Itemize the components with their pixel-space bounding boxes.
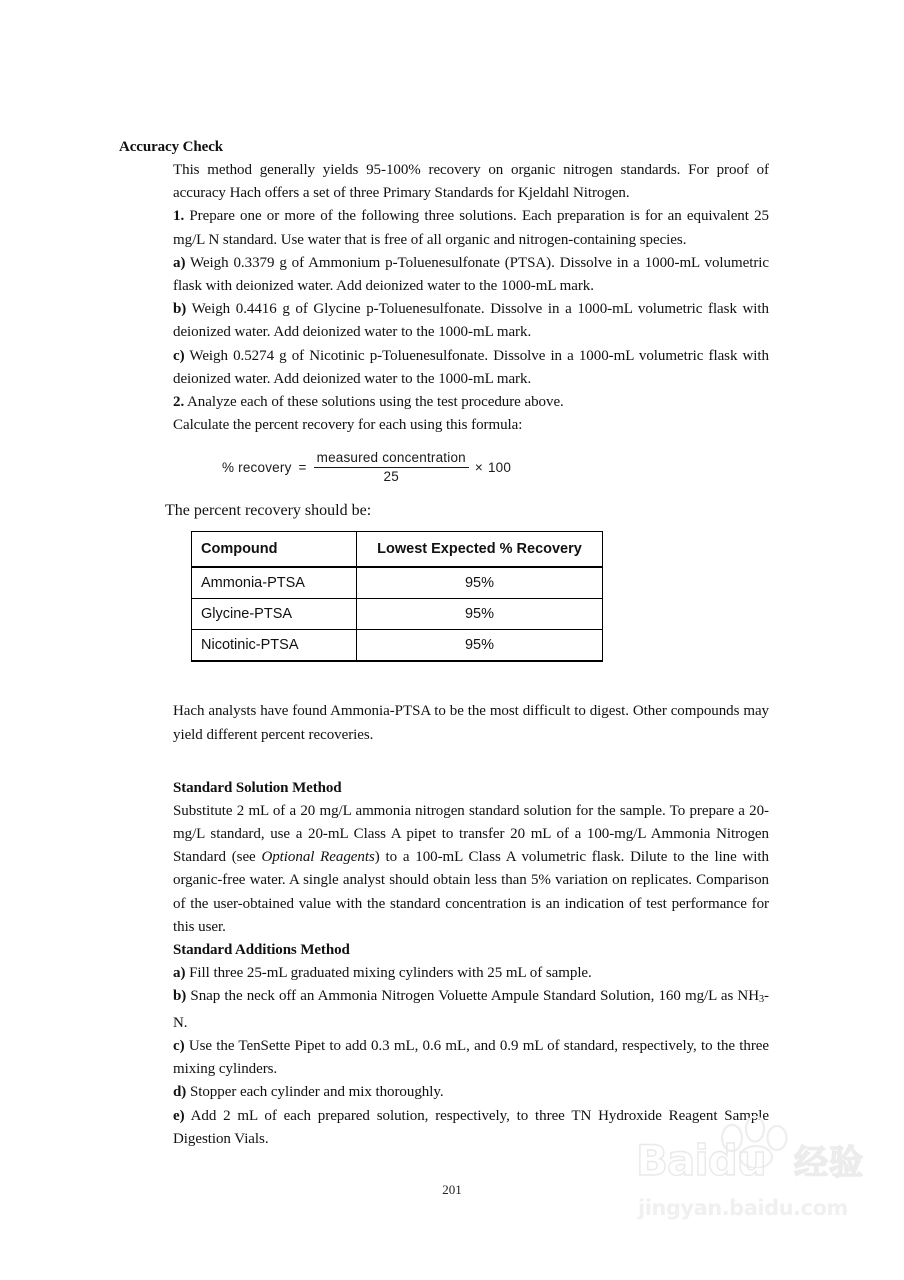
formula-factor: 100	[487, 459, 512, 475]
spacer-before-standard-solution	[119, 747, 769, 777]
table-header-row	[192, 532, 603, 568]
additions-item-a-marker: a)	[173, 965, 186, 982]
additions-item-e-text: Add 2 mL of each prepared solution, respectively, to three TN Hydroxide Reagent Sample Digestion Vials.	[173, 1107, 769, 1147]
additions-item-d-marker: d)	[173, 1084, 187, 1101]
paragraph-accuracy-intro: This method generally yields 95-100% recovery on organic nitrogen standards. For proof of accuracy Hach offers a set of three Primary Standards for Kjeldahl Nitrogen.	[173, 162, 769, 202]
formula-equals: =	[298, 459, 307, 475]
recovery-table	[191, 531, 603, 662]
page-content	[119, 136, 769, 1151]
standard-solution-text-part2: ) to a 100-mL Class A volumetric flask. Dilute to the line with organic-free water. A single analyst should obtain less than 5% variation on replicates. Comparison of the user-obtained value with the standard concentration is an indication of test performance for this user.	[173, 849, 769, 935]
paragraph-additions-item-d	[173, 1081, 769, 1104]
paragraph-additions-item-a	[173, 962, 769, 985]
paragraph-additions-item-e	[173, 1105, 769, 1151]
paragraph-item-b	[173, 298, 769, 344]
formula-denominator: 25	[383, 469, 399, 485]
accuracy-check-closing	[173, 700, 769, 746]
recovery-table-body	[192, 567, 603, 661]
table-lead-in-text: The percent recovery should be:	[165, 502, 372, 520]
step-2-marker: 2.	[173, 394, 185, 411]
paragraph-item-c	[173, 345, 769, 391]
additions-item-c-marker: c)	[173, 1037, 185, 1054]
formula-expression	[222, 450, 511, 484]
cell-compound: Nicotinic-PTSA	[192, 630, 357, 662]
watermark-url: jingyan.baidu.com	[638, 1196, 848, 1220]
cell-compound: Ammonia-PTSA	[192, 567, 357, 599]
paragraph-step-1	[173, 205, 769, 251]
standard-solution-method-section	[173, 777, 769, 1151]
cell-recovery: 95%	[357, 630, 603, 662]
table-row	[192, 599, 603, 630]
formula-numerator: measured concentration	[316, 450, 466, 466]
paragraph-standard-solution-method	[173, 800, 769, 939]
column-header-compound: Compound	[192, 532, 357, 568]
additions-item-b-text-part1: Snap the neck off an Ammonia Nitrogen Voluette Ampule Standard Solution, 160 mg/L as NH	[186, 988, 759, 1005]
section-heading-accuracy-check: Accuracy Check	[119, 139, 223, 155]
formula-fraction	[314, 450, 469, 484]
spacer-after-table	[119, 662, 769, 700]
formula-multiply-sign: ×	[474, 459, 483, 475]
additions-item-a-text: Fill three 25-mL graduated mixing cylinders with 25 mL of sample.	[185, 965, 592, 982]
column-header-lowest-expected-recovery: Lowest Expected % Recovery	[357, 532, 603, 568]
table-row	[192, 630, 603, 662]
additions-item-c-text: Use the TenSette Pipet to add 0.3 mL, 0.6 mL, and 0.9 mL of standard, respectively, to the three mixing cylinders.	[173, 1037, 769, 1078]
paragraph-calculate-line: Calculate the percent recovery for each using this formula:	[173, 417, 523, 434]
additions-item-b-text-part2: -N.	[173, 988, 769, 1031]
paragraph-step-2	[173, 391, 769, 414]
item-c-text: Weigh 0.5274 g of Nicotinic p-Toluenesulfonate. Dissolve in a 1000-mL volumetric flask with deionized water. Add deionized water to the 1000-mL mark.	[173, 347, 769, 387]
additions-item-b-marker: b)	[173, 988, 187, 1005]
recovery-table-head	[192, 532, 603, 568]
additions-item-d-text: Stopper each cylinder and mix thoroughly.	[186, 1084, 444, 1101]
watermark-brand: Baidu	[636, 1136, 766, 1185]
cell-recovery: 95%	[357, 599, 603, 630]
item-a-text: Weigh 0.3379 g of Ammonium p-Toluenesulfonate (PTSA). Dissolve in a 1000-mL volumetric flask with deionized water. Add deionized water to the 1000-mL mark.	[173, 254, 769, 295]
percent-recovery-formula	[173, 450, 769, 490]
item-b-marker: b)	[173, 301, 187, 318]
item-b-text: Weigh 0.4416 g of Glycine p-Toluenesulfonate. Dissolve in a 1000-mL volumetric flask with deionized water. Add deionized water to the 1000-mL mark.	[173, 301, 769, 341]
accuracy-check-body	[173, 159, 769, 437]
recovery-table-wrapper	[191, 531, 769, 662]
item-c-marker: c)	[173, 347, 185, 364]
paragraph-additions-item-b	[173, 985, 769, 1035]
step-1-marker: 1.	[173, 208, 185, 225]
italic-optional-reagents-ref: Optional Reagents	[261, 849, 375, 866]
cell-compound: Glycine-PTSA	[192, 599, 357, 630]
step-1-text: Prepare one or more of the following three solutions. Each preparation is for an equivalent 25 mg/L N standard. Use water that is free of all organic and nitrogen-containing species.	[173, 208, 769, 248]
formula-lhs: % recovery	[222, 459, 292, 475]
item-a-marker: a)	[173, 254, 186, 271]
cell-recovery: 95%	[357, 567, 603, 599]
paragraph-additions-item-c	[173, 1035, 769, 1081]
paragraph-item-a	[173, 252, 769, 298]
table-row	[192, 567, 603, 599]
watermark-brand-cn: 经验	[794, 1143, 864, 1183]
standard-solution-text-part1: Substitute 2 mL of a 20 mg/L ammonia nitrogen standard solution for the sample. To prepare a 20-mg/L standard, use a 20-mL Class A pipet to transfer 20 mL of a 100-mg/L Ammonia Nitrogen Standard (see	[173, 802, 769, 866]
page-number: 201	[442, 1182, 462, 1197]
step-2-text: Analyze each of these solutions using the test procedure above.	[184, 394, 564, 411]
section-heading-standard-additions-method: Standard Additions Method	[173, 942, 350, 959]
section-heading-standard-solution-method: Standard Solution Method	[173, 779, 342, 796]
paragraph-closing-note: Hach analysts have found Ammonia-PTSA to be the most difficult to digest. Other compounds may yield different percent recoveries.	[173, 703, 769, 743]
additions-item-e-marker: e)	[173, 1107, 185, 1124]
additions-item-b-subscript: 3	[759, 994, 765, 1006]
